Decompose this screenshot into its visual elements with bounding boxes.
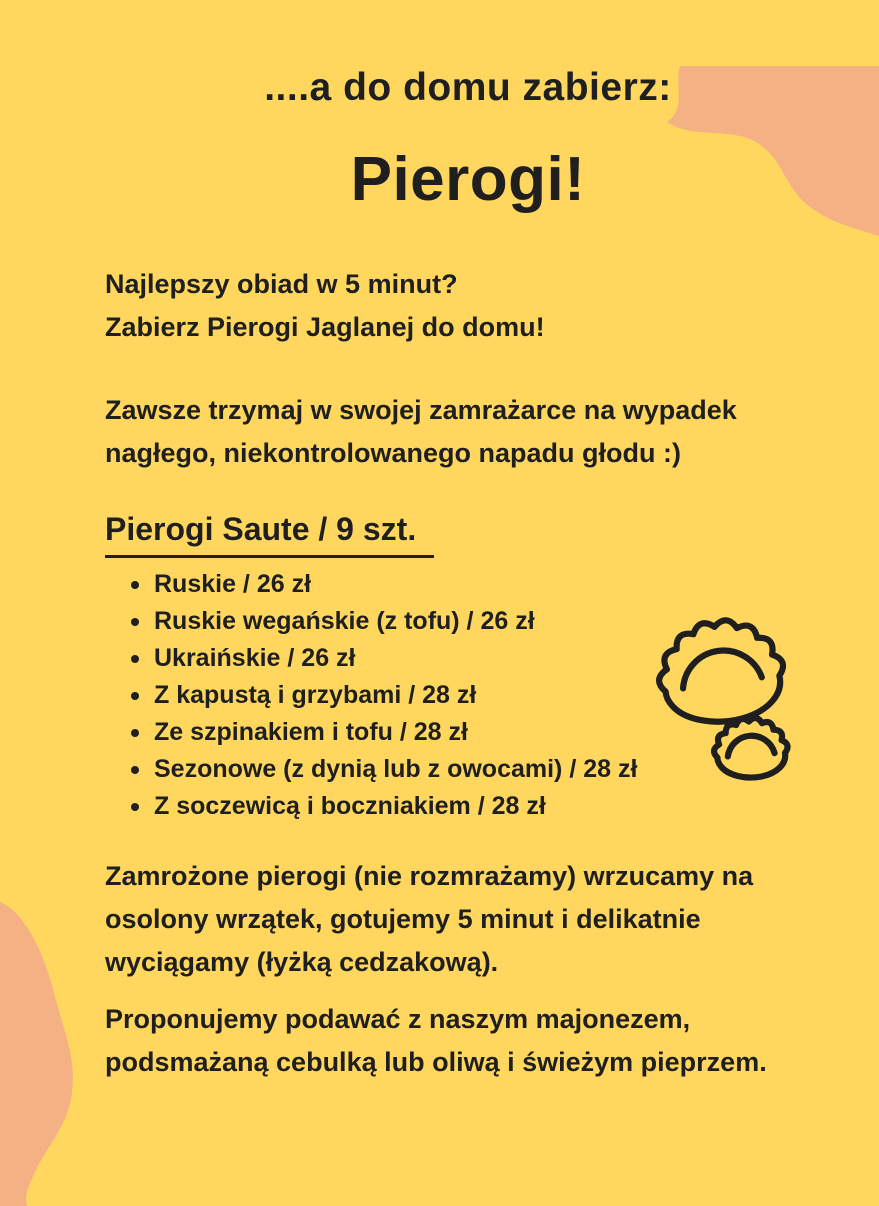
menu-list — [105, 566, 831, 825]
menu-item — [131, 677, 831, 714]
intro-paragraph — [105, 263, 831, 349]
bullet-dot-icon — [131, 655, 139, 663]
poster-canvas — [0, 66, 879, 1206]
menu-item-label: Z soczewicą i boczniakiem / 28 zł — [154, 792, 546, 820]
poster-content — [0, 66, 879, 1084]
serving-line-1: Proponujemy podawać z naszym majonezem, — [105, 1004, 691, 1034]
page-title: Pierogi! — [350, 145, 586, 214]
menu-item — [131, 603, 831, 640]
header-line: ....a do domu zabierz: — [264, 66, 672, 109]
serving-line-2: podsmażaną cebulką lub oliwą i świeżym pieprzem. — [105, 1047, 767, 1077]
menu-heading-text: Pierogi Saute / 9 szt. — [105, 511, 434, 558]
menu-item-label: Ze szpinakiem i tofu / 28 zł — [154, 718, 468, 746]
freezer-note-line-2: nagłego, niekontrolowanego napadu głodu :) — [105, 438, 681, 468]
menu-item — [131, 788, 831, 825]
intro-line-2: Zabierz Pierogi Jaglanej do domu! — [105, 312, 545, 342]
freezer-note-line-1: Zawsze trzymaj w swojej zamrażarce na wypadek — [105, 395, 737, 425]
bullet-dot-icon — [131, 581, 139, 589]
intro-line-1: Najlepszy obiad w 5 minut? — [105, 269, 458, 299]
menu-item — [131, 751, 831, 788]
cooking-line-2: osolony wrzątek, gotujemy 5 minut i delikatnie — [105, 904, 701, 934]
serving-suggestion-paragraph — [105, 998, 831, 1084]
menu-item-label: Ruskie / 26 zł — [154, 570, 312, 598]
menu-item — [131, 714, 831, 751]
bullet-dot-icon — [131, 766, 139, 774]
cooking-line-3: wyciągamy (łyżką cedzakową). — [105, 947, 499, 977]
menu-item-label: Z kapustą i grzybami / 28 zł — [154, 681, 477, 709]
menu-item-label: Ruskie wegańskie (z tofu) / 26 zł — [154, 607, 535, 635]
menu-item — [131, 566, 831, 603]
cooking-line-1: Zamrożone pierogi (nie rozmrażamy) wrzucamy na — [105, 861, 754, 891]
menu-section-heading — [105, 511, 831, 558]
bullet-dot-icon — [131, 803, 139, 811]
menu-item-label: Sezonowe (z dynią lub z owocami) / 28 zł — [154, 755, 638, 783]
freezer-note-paragraph — [105, 389, 831, 475]
cooking-instructions-paragraph — [105, 855, 831, 984]
bullet-dot-icon — [131, 618, 139, 626]
bullet-dot-icon — [131, 729, 139, 737]
bullet-dot-icon — [131, 692, 139, 700]
menu-item-label: Ukraińskie / 26 zł — [154, 644, 356, 672]
menu-item — [131, 640, 831, 677]
